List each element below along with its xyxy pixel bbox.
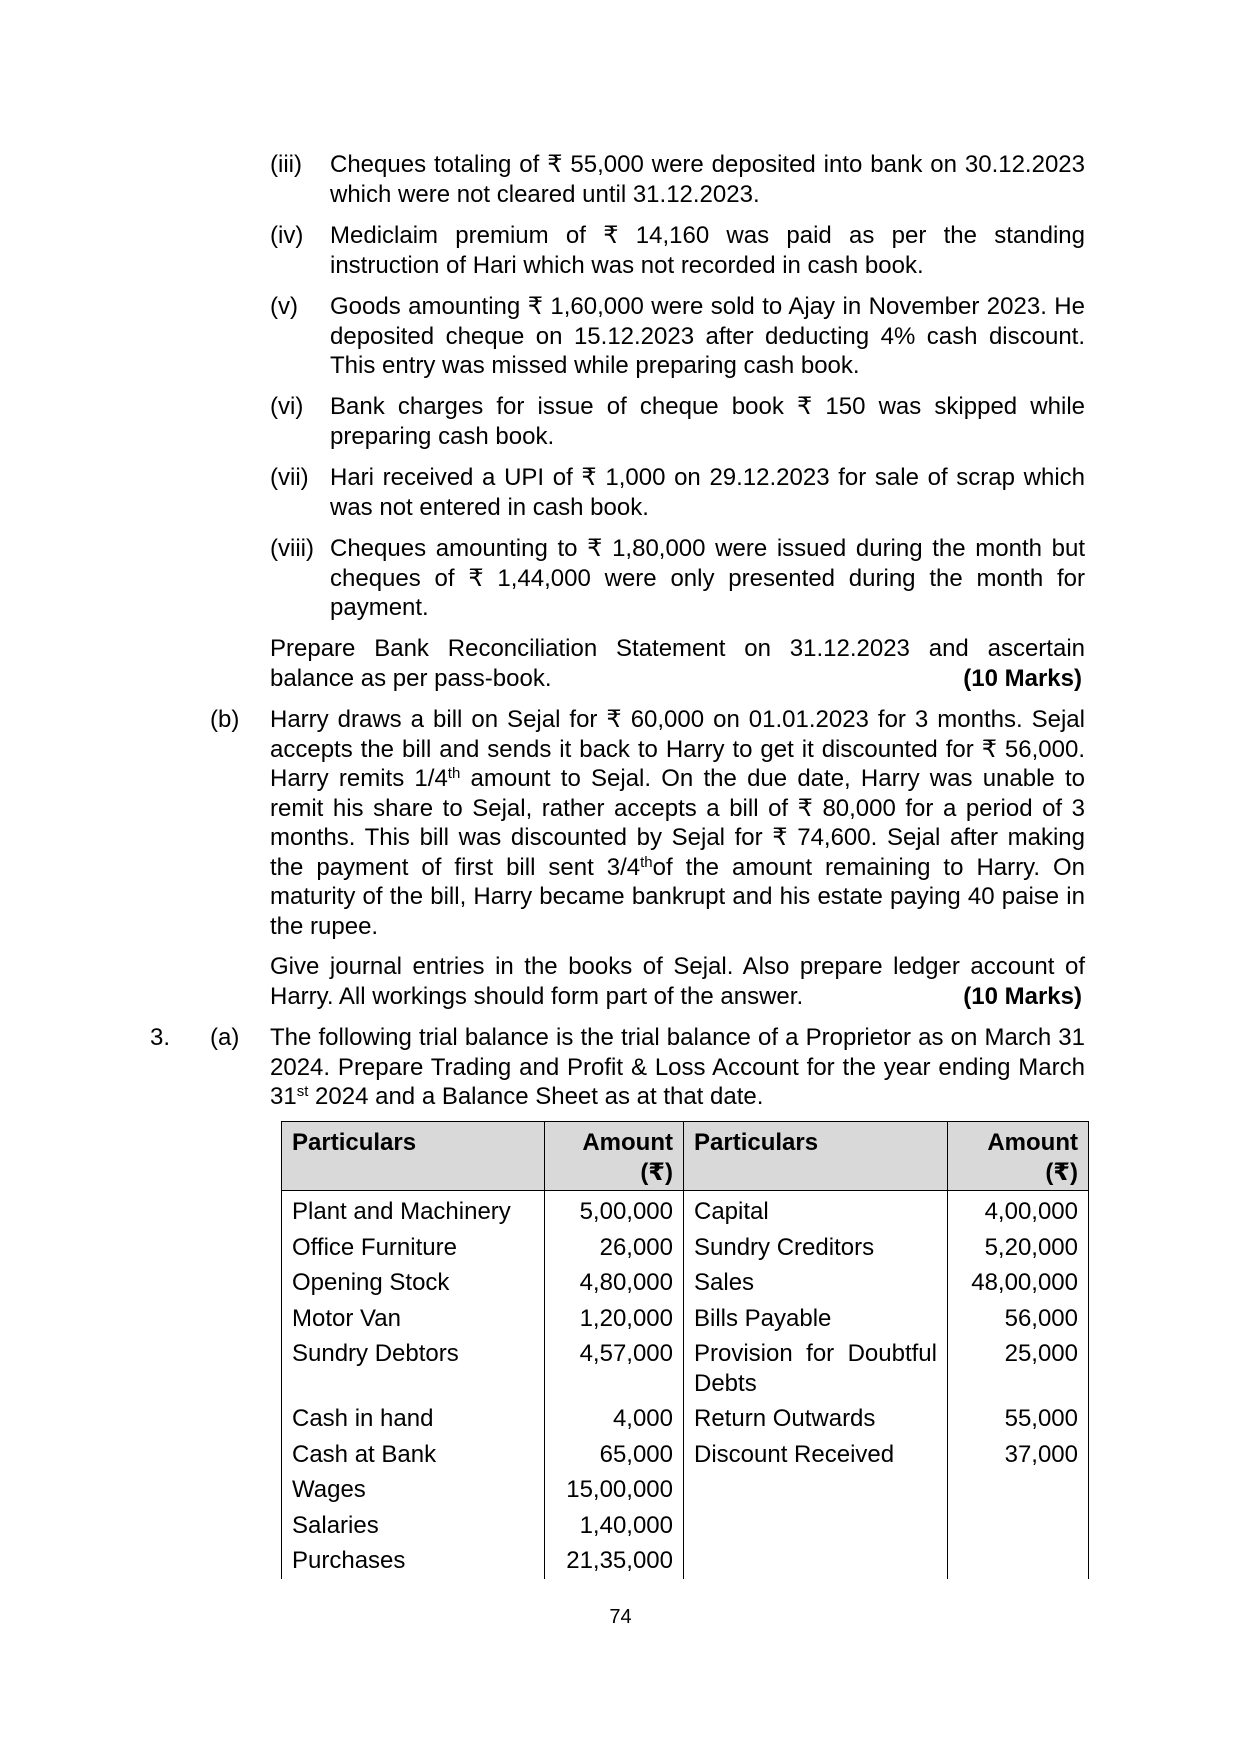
- q3a-text-part1: The following trial balance is the trial balance of a Proprietor as on March 31 2024. Prepare Trading and Profit & Loss Account for the year ending March 31: [270, 1024, 1085, 1110]
- particulars-cell: [684, 1508, 948, 1544]
- particulars-cell: Motor Van: [282, 1301, 545, 1337]
- amount-cell: 15,00,000: [545, 1472, 684, 1508]
- table-row: [282, 1336, 1089, 1401]
- particulars-cell: Discount Received: [684, 1437, 948, 1473]
- q2a-item-viii: [270, 534, 1085, 623]
- item-text: Bank charges for issue of cheque book ₹ 150 was skipped while preparing cash book.: [330, 393, 1085, 450]
- q2a-item-iii: [270, 150, 1085, 209]
- amount-cell: 5,20,000: [948, 1230, 1089, 1266]
- amount-cell: 1,40,000: [545, 1508, 684, 1544]
- q2a-item-iv: [270, 221, 1085, 280]
- q2b-text-part2: amount to Sejal. On the due date, Harry was unable to remit his share to Sejal, rather accepts a bill of ₹ 80,000 for a period of 3 months. This bill was discounted by Sejal for ₹ 74,600. Sejal after making the payment of first bill sent 3/4: [270, 765, 1085, 881]
- page-number: 74: [609, 1606, 632, 1628]
- q2a-instruction: [270, 634, 1085, 693]
- item-text: Goods amounting ₹ 1,60,000 were sold to Ajay in November 2023. He deposited cheque on 15.12.2023 after deducting 4% cash discount. This entry was missed while preparing cash book.: [330, 293, 1085, 379]
- table-row: [282, 1437, 1089, 1473]
- amount-cell: 5,00,000: [545, 1191, 684, 1230]
- table-header-row: [282, 1122, 1089, 1191]
- amount-cell: 4,000: [545, 1401, 684, 1437]
- particulars-cell: Provision for Doubtful Debts: [684, 1336, 948, 1401]
- header-amount-left: Amount (₹): [545, 1122, 684, 1191]
- amount-cell: 56,000: [948, 1301, 1089, 1337]
- item-number: (iv): [270, 222, 304, 249]
- table-row: [282, 1191, 1089, 1230]
- table-row: [282, 1301, 1089, 1337]
- header-amount-right: Amount (₹): [948, 1122, 1089, 1191]
- amount-cell: 48,00,000: [948, 1265, 1089, 1301]
- q3a-text-part2: 2024 and a Balance Sheet as at that date.: [308, 1083, 764, 1110]
- amount-cell: 37,000: [948, 1437, 1089, 1473]
- particulars-cell: Plant and Machinery: [282, 1191, 545, 1230]
- header-particulars-right: Particulars: [684, 1122, 948, 1191]
- item-number: (vii): [270, 464, 309, 491]
- q2b-text: [270, 705, 1085, 941]
- amount-cell: 65,000: [545, 1437, 684, 1473]
- superscript: th: [447, 765, 461, 782]
- q2b-instruction: [270, 952, 1085, 1011]
- item-text: Hari received a UPI of ₹ 1,000 on 29.12.2023 for sale of scrap which was not entered in cash book.: [330, 464, 1085, 521]
- table-row: [282, 1543, 1089, 1579]
- superscript: th: [640, 853, 653, 871]
- item-text: Mediclaim premium of ₹ 14,160 was paid as per the standing instruction of Hari which was not recorded in cash book.: [330, 222, 1085, 279]
- q2b-text-part3: of the amount remaining to Harry. On maturity of the bill, Harry became bankrupt and his estate paying 40 paise in the rupee.: [270, 853, 1086, 940]
- table-row: [282, 1401, 1089, 1437]
- amount-cell: 1,20,000: [545, 1301, 684, 1337]
- amount-cell: 25,000: [948, 1336, 1089, 1401]
- instruction-text: Give journal entries in the books of Sejal. Also prepare ledger account of Harry. All workings should form part of the answer.: [270, 953, 1085, 1010]
- particulars-cell: Capital: [684, 1191, 948, 1230]
- item-number: (vi): [270, 393, 304, 420]
- particulars-cell: Bills Payable: [684, 1301, 948, 1337]
- amount-cell: 4,80,000: [545, 1265, 684, 1301]
- table-row: [282, 1265, 1089, 1301]
- item-text: Cheques amounting to ₹ 1,80,000 were issued during the month but cheques of ₹ 1,44,000 were only presented during the month for payment.: [330, 535, 1085, 621]
- q3a-text: [270, 1023, 1085, 1112]
- table-row: [282, 1230, 1089, 1266]
- q2a-item-v: [270, 292, 1085, 381]
- amount-cell: 4,57,000: [545, 1336, 684, 1401]
- particulars-cell: Cash in hand: [282, 1401, 545, 1437]
- particulars-cell: Wages: [282, 1472, 545, 1508]
- item-number: (v): [270, 293, 298, 320]
- q2b-label: (b): [210, 706, 240, 733]
- marks-label: (10 Marks): [963, 982, 1082, 1010]
- particulars-cell: Return Outwards: [684, 1401, 948, 1437]
- amount-cell: [948, 1508, 1089, 1544]
- q2a-item-vi: [270, 392, 1085, 451]
- item-text: Cheques totaling of ₹ 55,000 were deposited into bank on 30.12.2023 which were not cleared until 31.12.2023.: [330, 151, 1085, 208]
- trial-balance-table: [281, 1121, 1089, 1579]
- particulars-cell: Sales: [684, 1265, 948, 1301]
- particulars-cell: Office Furniture: [282, 1230, 545, 1266]
- instruction-text: Prepare Bank Reconciliation Statement on 31.12.2023 and ascertain balance as per pass-book.: [270, 635, 1085, 692]
- particulars-cell: [684, 1543, 948, 1579]
- amount-cell: 21,35,000: [545, 1543, 684, 1579]
- amount-cell: 26,000: [545, 1230, 684, 1266]
- amount-cell: 4,00,000: [948, 1191, 1089, 1230]
- particulars-cell: Purchases: [282, 1543, 545, 1579]
- item-number: (viii): [270, 535, 314, 562]
- amount-cell: 55,000: [948, 1401, 1089, 1437]
- q2b-text-part1: Harry draws a bill on Sejal for ₹ 60,000 on 01.01.2023 for 3 months. Sejal accepts the bill and sends it back to Harry to get it discounted for ₹ 56,000. Harry remits 1/4: [270, 706, 1085, 792]
- table-row: [282, 1472, 1089, 1508]
- particulars-cell: [684, 1472, 948, 1508]
- item-number: (iii): [270, 151, 302, 178]
- marks-label: (10 Marks): [963, 664, 1082, 692]
- amount-cell: [948, 1543, 1089, 1579]
- particulars-cell: Sundry Creditors: [684, 1230, 948, 1266]
- table-row: [282, 1508, 1089, 1544]
- particulars-cell: Opening Stock: [282, 1265, 545, 1301]
- q2a-item-vii: [270, 463, 1085, 522]
- question-number: 3.: [150, 1024, 171, 1051]
- header-particulars-left: Particulars: [282, 1122, 545, 1191]
- particulars-cell: Salaries: [282, 1508, 545, 1544]
- particulars-cell: Sundry Debtors: [282, 1336, 545, 1401]
- amount-cell: [948, 1472, 1089, 1508]
- superscript: st: [296, 1083, 309, 1100]
- particulars-cell: Cash at Bank: [282, 1437, 545, 1473]
- q3a-label: (a): [210, 1024, 240, 1051]
